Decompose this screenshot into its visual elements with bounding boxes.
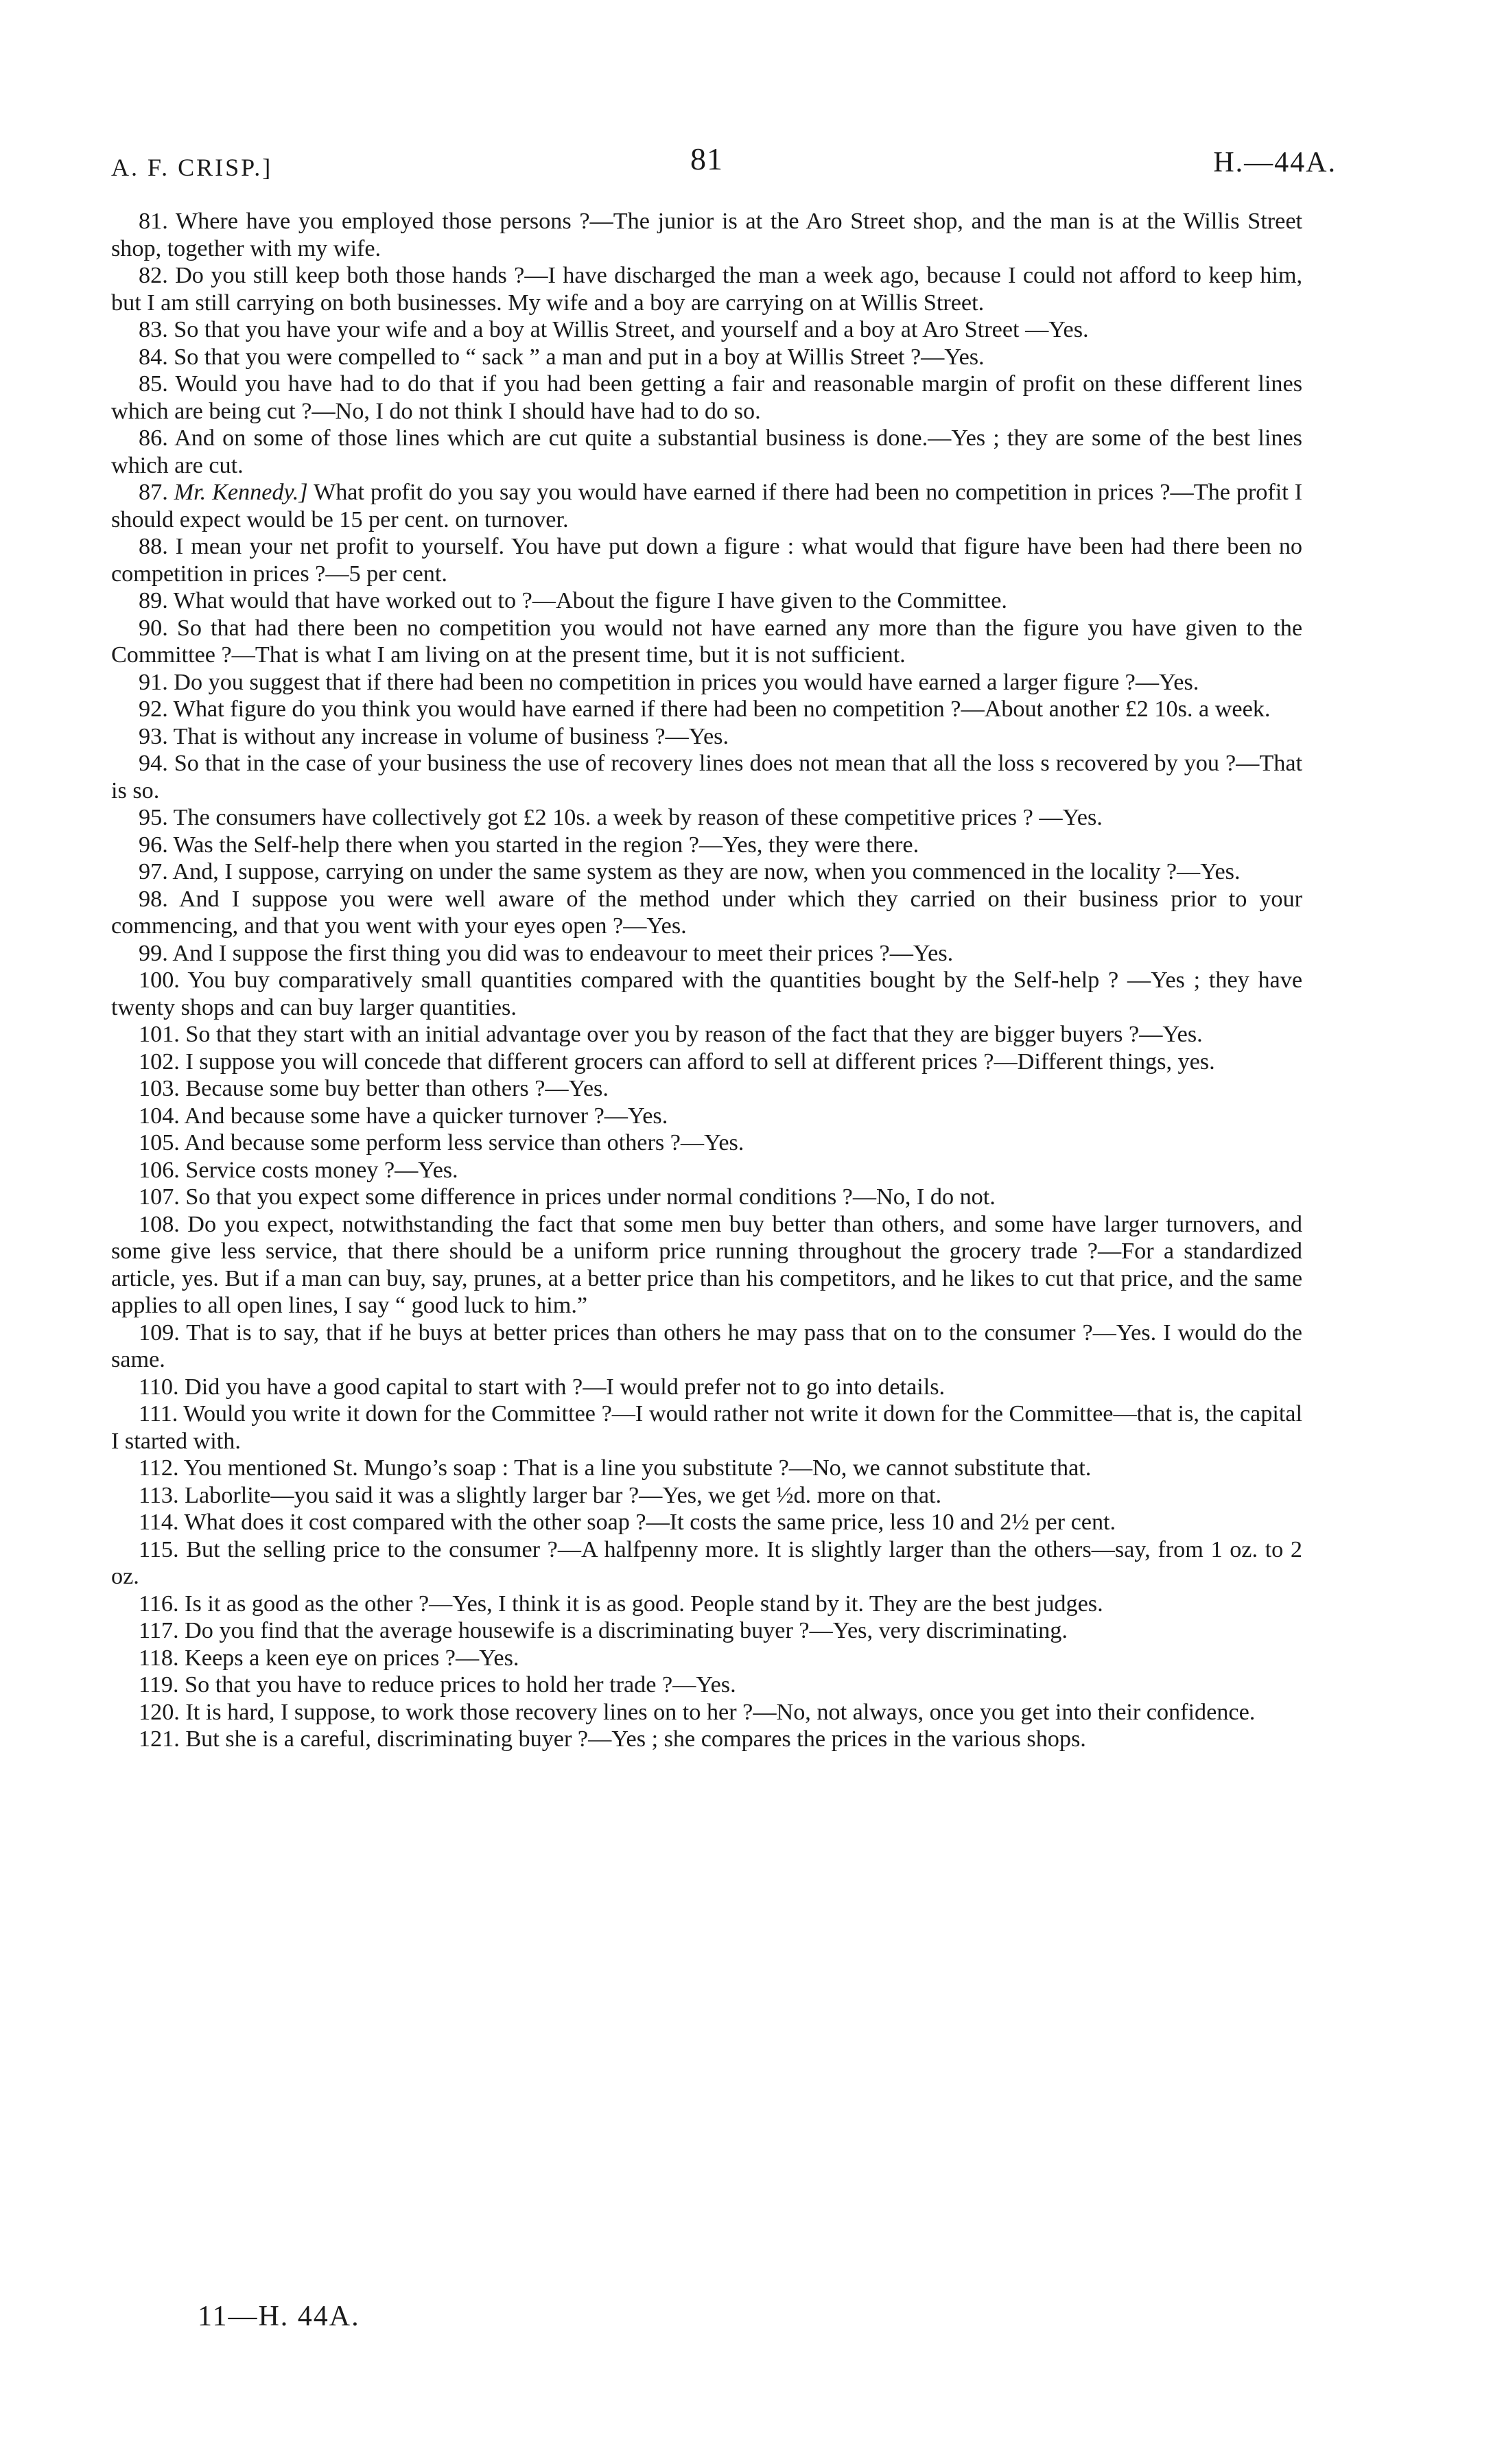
question-answer-text: Do you suggest that if there had been no competition in prices you would have earned a larger figure ?—Yes. <box>174 669 1199 695</box>
question-number: 115. <box>139 1536 179 1562</box>
question-number: 118. <box>139 1645 179 1671</box>
question-answer-paragraph <box>111 1482 1302 1510</box>
question-number: 113. <box>139 1482 179 1508</box>
question-answer-text: You buy comparatively small quantities compared with the quantities bought by the Self-help ? —Yes ; they have twenty shops and can buy larger quantities. <box>111 967 1303 1020</box>
question-number: 82. <box>139 263 168 288</box>
question-answer-paragraph <box>111 886 1302 940</box>
question-number: 90. <box>139 615 168 641</box>
question-answer-text: So that had there been no competition you would not have earned any more than the figure you have given to the Committee ?—That is what I am living on at the present time, but it is not sufficient. <box>111 615 1303 668</box>
question-answer-text: That is without any increase in volume of business ?—Yes. <box>173 723 729 749</box>
question-number: 86. <box>139 425 168 451</box>
question-answer-paragraph <box>111 1509 1302 1536</box>
question-answer-paragraph <box>111 967 1302 1021</box>
question-answer-text: I suppose you will concede that different grocers can afford to sell at different prices ?—Different things, yes. <box>185 1048 1215 1075</box>
running-header <box>111 141 1337 189</box>
question-number: 99. <box>139 940 168 966</box>
question-answer-paragraph <box>111 533 1302 587</box>
question-number: 110. <box>139 1374 179 1400</box>
question-answer-paragraph <box>111 1671 1302 1699</box>
question-answer-text: Where have you employed those persons ?—The junior is at the Aro Street shop, and the man is at the Willis Street shop, together with my wife. <box>111 209 1302 261</box>
question-answer-text: But the selling price to the consumer ?—A halfpenny more. It is slightly larger than the others—say, from 1 oz. to 2 oz. <box>111 1536 1302 1589</box>
question-number: 85. <box>139 371 168 397</box>
question-answer-text: Service costs money ?—Yes. <box>185 1157 458 1183</box>
question-answer-paragraph <box>111 1536 1302 1591</box>
question-number: 104. <box>139 1103 180 1129</box>
question-number: 96. <box>139 832 168 858</box>
question-answer-paragraph <box>111 1129 1302 1157</box>
question-answer-text: I mean your net profit to yourself. You have put down a figure : what would that figure have been had there been no competition in prices ?—5 per cent. <box>111 534 1303 587</box>
question-answer-paragraph <box>111 1048 1302 1076</box>
printer-signature-mark: 11—H. 44A. <box>198 2301 360 2332</box>
question-number: 105. <box>139 1130 180 1155</box>
question-answer-paragraph <box>111 750 1302 804</box>
question-number: 114. <box>139 1510 179 1535</box>
question-number: 112. <box>139 1455 179 1481</box>
question-answer-text: You mentioned St. Mungo’s soap : That is a line you substitute ?—No, we cannot substitute that. <box>183 1455 1092 1481</box>
header-paper-reference: H.—44A. <box>1213 147 1337 178</box>
question-answer-text: So that you expect some difference in prices under normal conditions ?—No, I do not. <box>185 1184 996 1210</box>
question-answer-paragraph <box>111 615 1302 669</box>
question-answer-paragraph <box>111 858 1302 886</box>
question-answer-text: Keeps a keen eye on prices ?—Yes. <box>185 1645 519 1671</box>
question-number: 119. <box>139 1672 179 1698</box>
question-number: 116. <box>139 1591 179 1617</box>
question-answer-paragraph <box>111 832 1302 859</box>
evidence-transcript <box>111 208 1302 1753</box>
question-answer-text: Do you find that the average housewife is a discriminating buyer ?—Yes, very discriminating. <box>185 1618 1068 1643</box>
question-number: 103. <box>139 1076 180 1101</box>
question-number: 89. <box>139 588 168 613</box>
question-answer-paragraph <box>111 344 1302 371</box>
question-answer-paragraph <box>111 1103 1302 1130</box>
question-answer-text: Would you write it down for the Committee ?—I would rather not write it down for the Committee—that is, the capital I started with. <box>111 1401 1302 1454</box>
document-page <box>111 141 1337 1753</box>
question-answer-text: And because some have a quicker turnover ?—Yes. <box>184 1103 668 1129</box>
question-answer-text: Laborlite—you said it was a slightly larger bar ?—Yes, we get ½d. more on that. <box>185 1482 942 1508</box>
question-number: 97. <box>139 859 168 884</box>
question-answer-text: Is it as good as the other ?—Yes, I think it is as good. People stand by it. They are the best judges. <box>185 1591 1103 1617</box>
question-answer-paragraph <box>111 425 1302 479</box>
question-number: 92. <box>139 696 168 722</box>
question-number: 91. <box>139 669 168 695</box>
question-number: 109. <box>139 1319 180 1346</box>
question-number: 93. <box>139 723 168 749</box>
question-answer-paragraph <box>111 316 1302 344</box>
question-answer-text: Would you have had to do that if you had been getting a fair and reasonable margin of profit on these different lines which are being cut ?—No, I do not think I should have had to do so. <box>111 371 1303 424</box>
question-answer-paragraph <box>111 1211 1302 1319</box>
question-answer-paragraph <box>111 1699 1302 1726</box>
question-answer-text: What profit do you say you would have earned if there had been no competition in prices ?—The profit I should expect would be 15 per cent. on turnover. <box>111 480 1302 532</box>
question-answer-paragraph <box>111 1617 1302 1645</box>
question-answer-text: But she is a careful, discriminating buyer ?—Yes ; she compares the prices in the various shops. <box>185 1726 1086 1752</box>
question-number: 106. <box>139 1157 180 1183</box>
question-answer-paragraph <box>111 1319 1302 1374</box>
question-answer-paragraph <box>111 1400 1302 1455</box>
page-number: 81 <box>690 141 723 176</box>
question-answer-paragraph <box>111 940 1302 967</box>
question-answer-paragraph <box>111 669 1302 696</box>
question-answer-paragraph <box>111 208 1302 262</box>
question-answer-text: Do you expect, notwithstanding the fact that some men buy better than others, and some have larger turnovers, and some give less service, that there should be a uniform price running throughout the grocery trade ?—For a standardized article, yes. But if a man can buy, say, prunes, at a better price than his competitors, and he likes to cut that price, and the same applies to all open lines, I say “ good luck to him.” <box>111 1211 1302 1318</box>
question-number: 83. <box>139 317 168 342</box>
question-answer-paragraph <box>111 587 1302 615</box>
question-answer-text: The consumers have collectively got £2 10s. a week by reason of these competitive prices ? —Yes. <box>173 805 1103 830</box>
question-answer-text: What would that have worked out to ?—About the figure I have given to the Committee. <box>173 588 1007 613</box>
question-answer-text: So that you were compelled to “ sack ” a man and put in a boy at Willis Street ?—Yes. <box>174 344 985 370</box>
question-number: 84. <box>139 344 168 370</box>
question-answer-paragraph <box>111 1075 1302 1103</box>
question-answer-paragraph <box>111 371 1302 425</box>
question-answer-text: So that in the case of your business the use of recovery lines does not mean that all the loss s recovered by you ?—That is so. <box>111 751 1303 803</box>
question-answer-text: And I suppose you were well aware of the method under which they carried on their business prior to your commencing, and that you went with your eyes open ?—Yes. <box>111 886 1302 939</box>
question-answer-paragraph <box>111 1726 1302 1753</box>
question-answer-paragraph <box>111 1374 1302 1401</box>
question-answer-text: Do you still keep both those hands ?—I have discharged the man a week ago, because I could not afford to keep him, but I am still carrying on both businesses. My wife and a boy are carrying on at Willis Street. <box>111 263 1302 316</box>
question-number: 121. <box>139 1726 180 1752</box>
question-number: 88. <box>139 534 168 559</box>
question-answer-text: It is hard, I suppose, to work those recovery lines on to her ?—No, not always, once you get into their confidence. <box>185 1699 1256 1725</box>
question-answer-text: And, I suppose, carrying on under the same system as they are now, when you commenced in the locality ?—Yes. <box>172 859 1241 884</box>
question-number: 102. <box>139 1048 180 1075</box>
header-witness-name: A. F. CRISP.] <box>111 154 273 181</box>
question-answer-paragraph <box>111 479 1302 533</box>
question-number: 111. <box>139 1401 178 1427</box>
question-answer-text: Was the Self-help there when you started in the region ?—Yes, they were there. <box>173 832 919 858</box>
question-answer-paragraph <box>111 1455 1302 1482</box>
question-answer-paragraph <box>111 723 1302 751</box>
question-number: 98. <box>139 886 168 912</box>
question-answer-text: So that they start with an initial advantage over you by reason of the fact that they are bigger buyers ?—Yes. <box>185 1022 1203 1047</box>
question-number: 117. <box>139 1618 179 1643</box>
question-answer-text: What figure do you think you would have earned if there had been no competition ?—About another £2 10s. a week. <box>173 696 1271 722</box>
question-answer-text: So that you have your wife and a boy at Willis Street, and yourself and a boy at Aro Street —Yes. <box>174 317 1089 342</box>
question-answer-paragraph <box>111 262 1302 316</box>
question-answer-text: And because some perform less service than others ?—Yes. <box>184 1130 744 1155</box>
question-answer-paragraph <box>111 696 1302 723</box>
speaker-name: Mr. Kennedy.] <box>174 480 308 505</box>
question-answer-paragraph <box>111 804 1302 832</box>
question-answer-text: So that you have to reduce prices to hold her trade ?—Yes. <box>185 1672 736 1698</box>
question-number: 101. <box>139 1022 180 1047</box>
question-answer-paragraph <box>111 1645 1302 1672</box>
question-answer-paragraph <box>111 1591 1302 1618</box>
question-number: 94. <box>139 751 168 776</box>
question-number: 95. <box>139 805 168 830</box>
question-answer-paragraph <box>111 1021 1302 1048</box>
question-answer-text: And on some of those lines which are cut quite a substantial business is done.—Yes ; they are some of the best lines which are cut. <box>111 425 1302 478</box>
question-answer-text: What does it cost compared with the other soap ?—It costs the same price, less 10 and 2½ per cent. <box>184 1510 1116 1535</box>
question-answer-text: That is to say, that if he buys at better prices than others he may pass that on to the consumer ?—Yes. I would do the same. <box>111 1319 1302 1372</box>
question-answer-text: And I suppose the first thing you did was to endeavour to meet their prices ?—Yes. <box>172 940 954 966</box>
question-number: 100. <box>139 967 180 993</box>
question-number: 107. <box>139 1184 180 1210</box>
question-answer-paragraph <box>111 1184 1302 1211</box>
question-answer-text: Because some buy better than others ?—Yes. <box>185 1076 609 1101</box>
question-number: 108. <box>139 1211 180 1237</box>
question-number: 87. <box>139 480 168 505</box>
question-number: 81. <box>139 209 168 234</box>
question-number: 120. <box>139 1699 180 1725</box>
question-answer-paragraph <box>111 1157 1302 1184</box>
question-answer-text: Did you have a good capital to start with ?—I would prefer not to go into details. <box>185 1374 946 1400</box>
